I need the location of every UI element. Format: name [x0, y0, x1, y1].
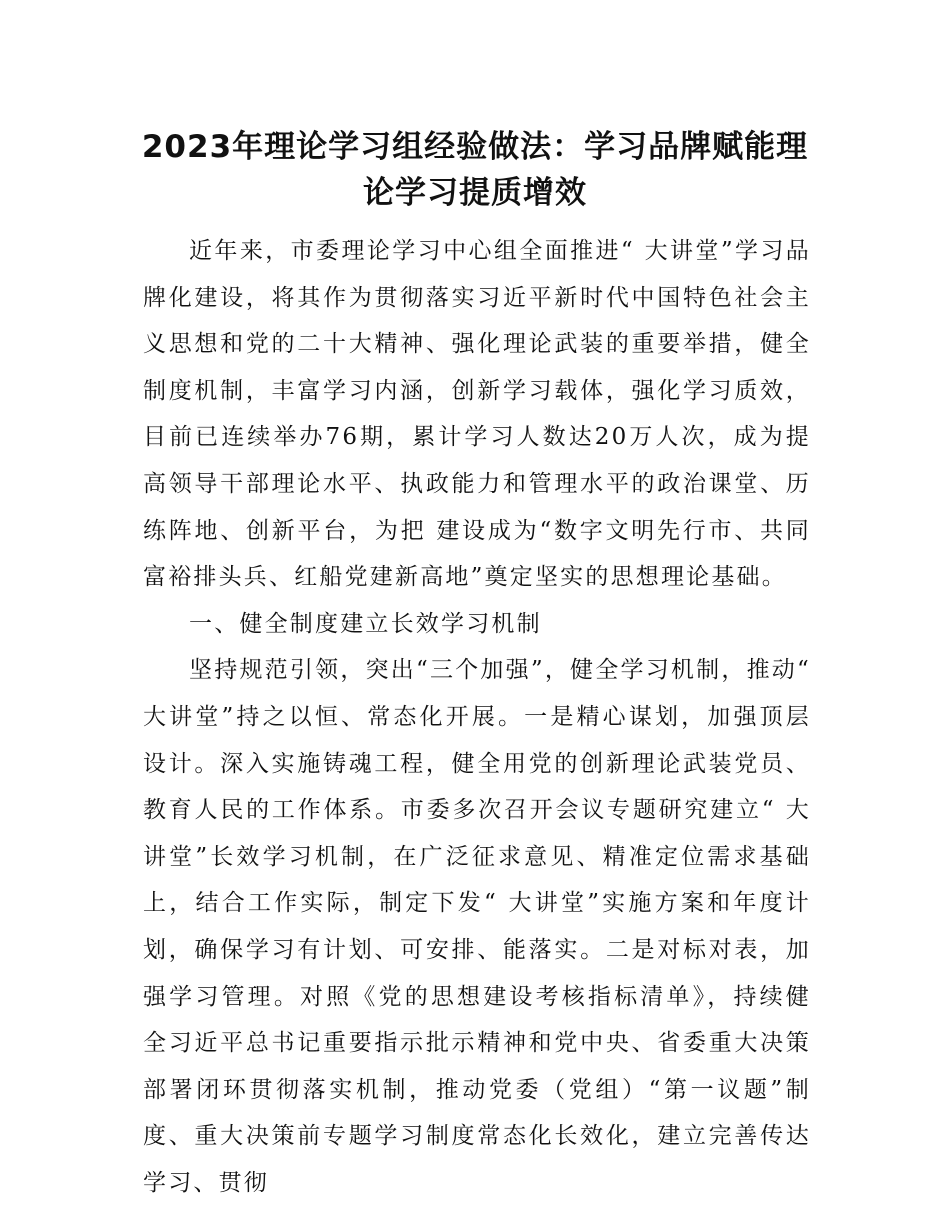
intro-paragraph: 近年来，市委理论学习中心组全面推进“ 大讲堂”学习品牌化建设，将其作为贯彻落实习近平新时代中国特色社会主义思想和党的二十大精神、强化理论武装的重要举措，健全制度机制，丰富学习内涵，创新学习载体，强化学习质效，目前已连续举办76期，累计学习人数达20万人次，成为提高领导干部理论水平、执政能力和管理水平的政治课堂、历练阵地、创新平台，为把 建设成为“数字文明先行市、共同富裕排头兵、红船党建新高地”奠定坚实的思想理论基础。: [143, 238, 811, 591]
section-1-paragraph: 坚持规范引领，突出“三个加强”，健全学习机制，推动“ 大讲堂”持之以恒、常态化开展。一是精心谋划，加强顶层设计。深入实施铸魂工程，健全用党的创新理论武装党员、教育人民的工作体系。市委多次召开会议专题研究建立“ 大讲堂”长效学习机制，在广泛征求意见、精准定位需求基础上，结合工作实际，制定下发“ 大讲堂”实施方案和年度计划，确保学习有计划、可安排、能落实。二是对标对表，加强学习管理。对照《党的思想建设考核指标清单》，持续健全习近平总书记重要指示批示精神和党中央、省委重大决策部署闭环贯彻落实机制，推动党委（党组）“第一议题”制度、重大决策前专题学习制度常态化长效化，建立完善传达学习、贯彻: [143, 657, 811, 1196]
document-title: 2023年理论学习组经验做法：学习品牌赋能理论学习提质增效: [141, 129, 809, 211]
document-body: [143, 228, 811, 1206]
section-heading-1: 一、健全制度建立长效学习机制: [189, 610, 542, 637]
